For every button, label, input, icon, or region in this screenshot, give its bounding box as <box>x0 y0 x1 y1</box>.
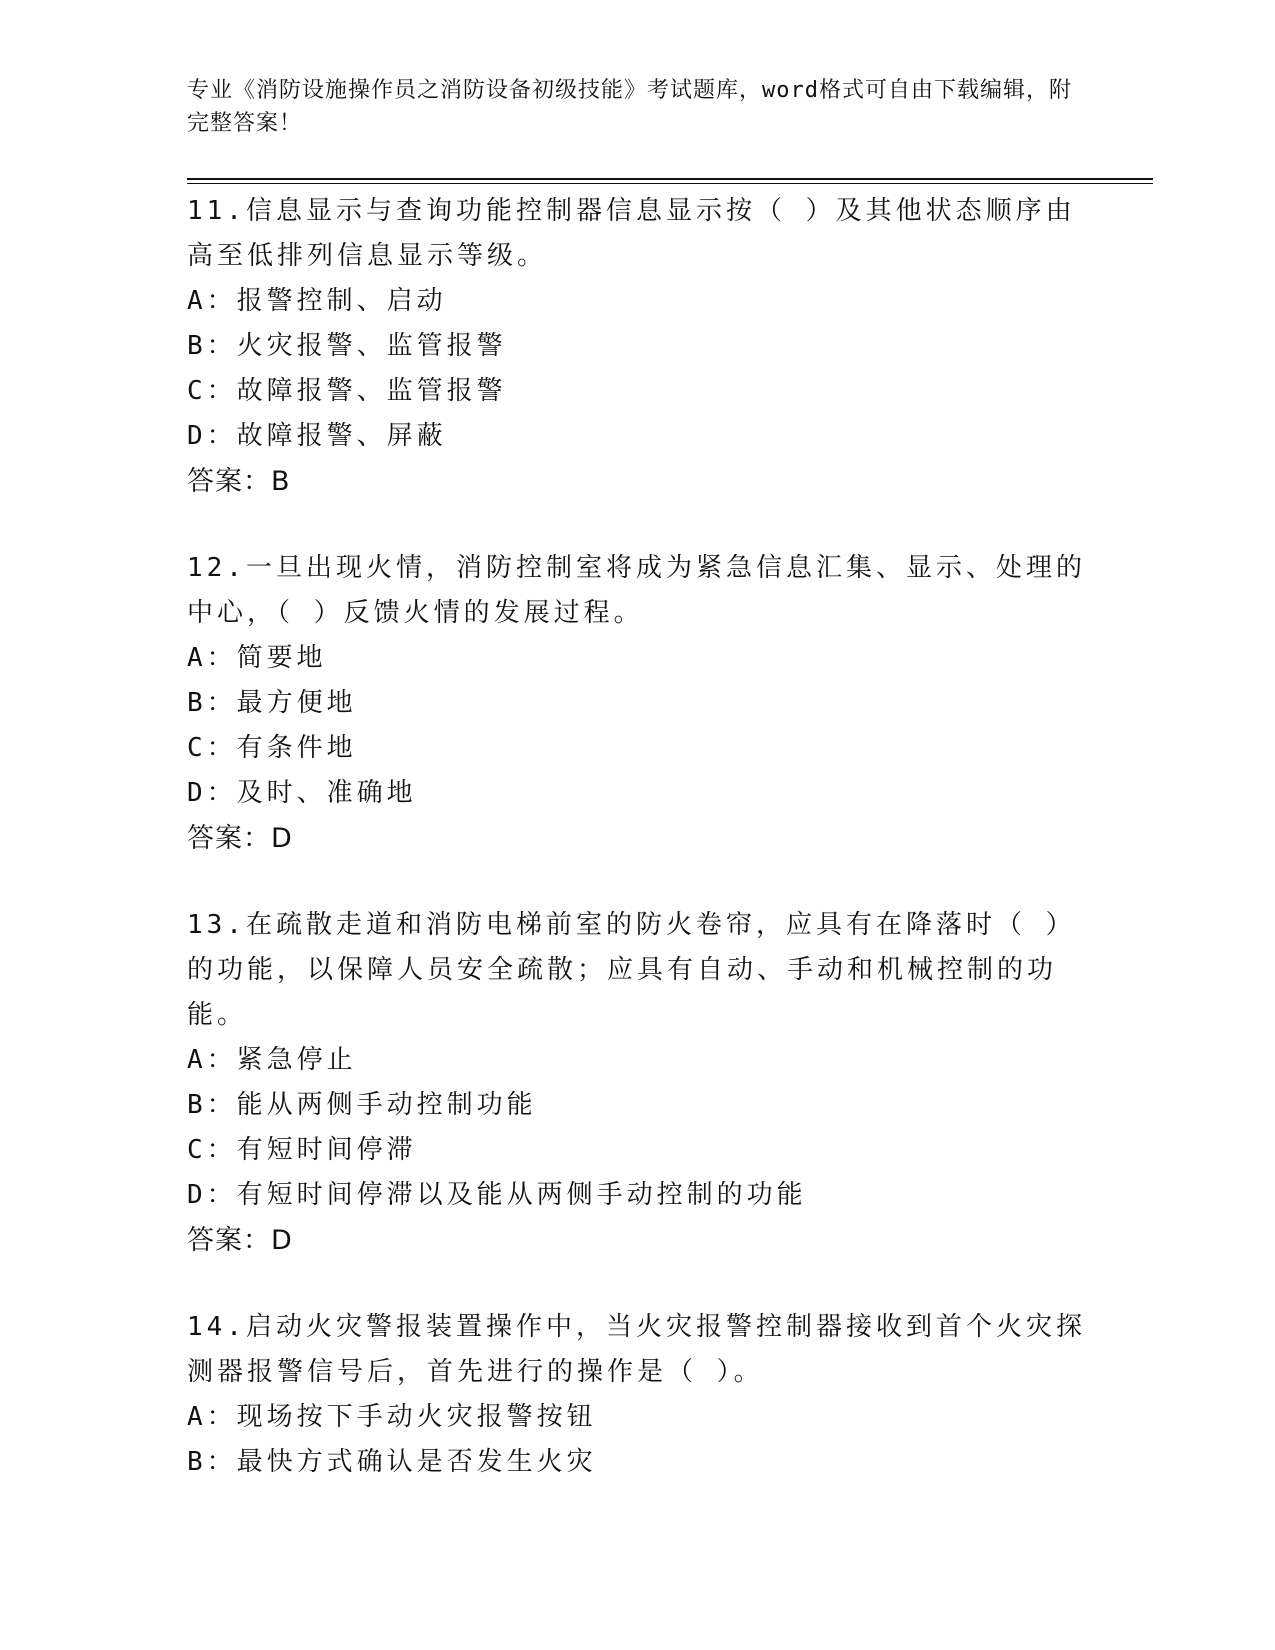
question-text: 12.一旦出现火情，消防控制室将成为紧急信息汇集、显示、处理的中心，（ ）反馈火情的发展过程。 <box>187 553 1086 628</box>
header-divider-thick <box>187 178 1153 180</box>
header-divider-thin <box>187 183 1153 184</box>
answer: 答案：B <box>187 466 291 497</box>
question-13 <box>187 903 1087 1264</box>
question-11 <box>187 189 1087 505</box>
option-c: C：故障报警、监管报警 <box>187 376 507 406</box>
question-text: 13.在疏散走道和消防电梯前室的防火卷帘，应具有在降落时（ ）的功能，以保障人员安全疏散；应具有自动、手动和机械控制的功能。 <box>187 910 1076 1030</box>
question-12 <box>187 546 1087 862</box>
option-d: D：有短时间停滞以及能从两侧手动控制的功能 <box>187 1180 807 1210</box>
option-a: A：现场按下手动火灾报警按钮 <box>187 1402 597 1432</box>
option-b: B：能从两侧手动控制功能 <box>187 1090 537 1120</box>
answer: 答案：D <box>187 1225 293 1256</box>
question-text: 11.信息显示与查询功能控制器信息显示按（ ）及其他状态顺序由高至低排列信息显示等级。 <box>187 196 1076 271</box>
option-c: C：有条件地 <box>187 733 357 763</box>
option-d: D：及时、准确地 <box>187 778 417 808</box>
option-a: A：简要地 <box>187 643 327 673</box>
option-d: D：故障报警、屏蔽 <box>187 421 447 451</box>
option-b: B：最方便地 <box>187 688 357 718</box>
option-a: A：紧急停止 <box>187 1045 357 1075</box>
question-list <box>187 189 1087 1526</box>
option-b: B：最快方式确认是否发生火灾 <box>187 1447 597 1477</box>
document-intro: 专业《消防设施操作员之消防设备初级技能》考试题库，word格式可自由下载编辑，附完整答案！ <box>187 78 1072 136</box>
option-c: C：有短时间停滞 <box>187 1135 417 1165</box>
answer: 答案：D <box>187 823 293 854</box>
option-b: B：火灾报警、监管报警 <box>187 331 507 361</box>
option-a: A：报警控制、启动 <box>187 286 447 316</box>
question-14 <box>187 1305 1087 1485</box>
question-text: 14.启动火灾警报装置操作中，当火灾报警控制器接收到首个火灾探测器报警信号后，首先进行的操作是（ ）。 <box>187 1312 1086 1387</box>
